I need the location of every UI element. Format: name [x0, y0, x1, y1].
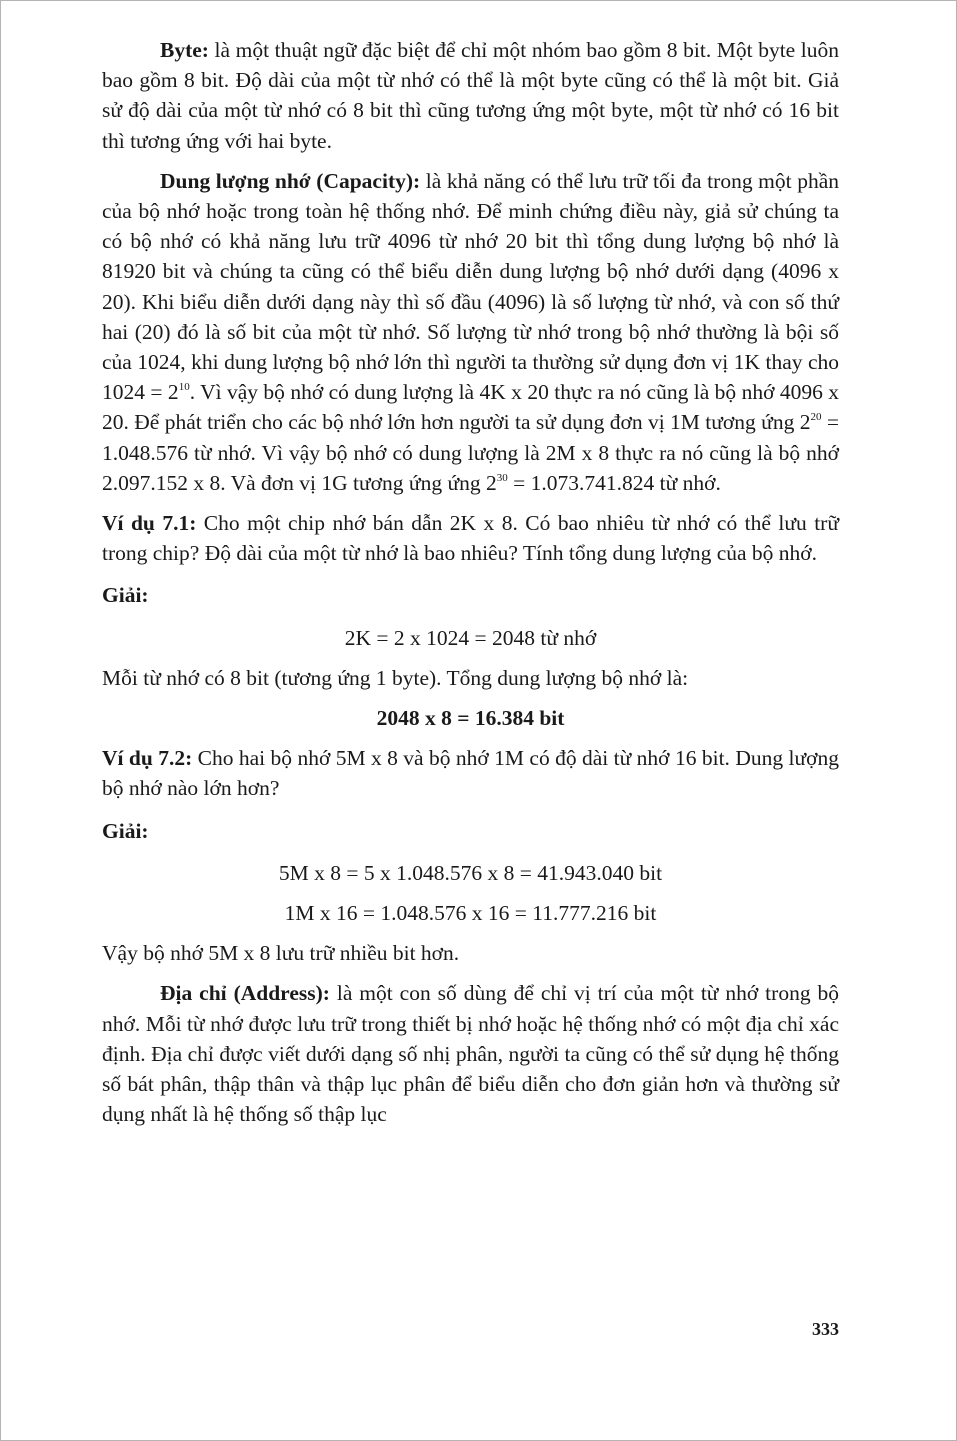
page-number: 333 — [812, 1319, 839, 1339]
solution-label: Giải: — [102, 583, 149, 608]
example-1-result — [102, 703, 839, 733]
capacity-text-1: là khả năng có thể lưu trữ tối đa trong một phần của bộ nhớ hoặc trong toàn hệ thống nhớ. Để minh chứng điều này, giả sử chúng ta có bộ nhớ có khả năng lưu trữ 4096 từ nhớ 20 bit thì tổng dung lượng bộ nhớ là 81920 bit và chúng ta cũng có thể biểu diễn dung lượng bộ nhớ dưới dạng (4096 x 20). Khi biểu diễn dưới dạng này thì số đầu (4096) là số lượng từ nhớ, và con số thứ hai (20) đó là số bit của một từ nhớ. Số lượng từ nhớ trong bộ nhớ thường là bội số của 1024, khi dung lượng bộ nhớ lớn thì người ta thường sử dụng đơn vị 1K thay cho 1024 = 2 — [102, 168, 839, 405]
example-1-explanation: Mỗi từ nhớ có 8 bit (tương ứng 1 byte). Tổng dung lượng bộ nhớ là: — [102, 665, 689, 690]
capacity-text-3: = 1.048.576 từ nhớ. Vì vậy bộ nhớ có dung lượng là 2M x 8 thực ra nó cũng là bộ nhớ 2.097.152 x 8. Và đơn vị 1G tương ứng ứng 2 — [102, 410, 839, 495]
example-2-equation-2: 1M x 16 = 1.048.576 x 16 = 11.777.216 bit — [284, 901, 657, 926]
example-1-result-text: 2048 x 8 = 16.384 bit — [376, 706, 565, 731]
example-2-question — [102, 743, 839, 803]
capacity-text-4: = 1.073.741.824 từ nhớ. — [507, 470, 721, 495]
solution-label: Giải: — [102, 818, 149, 843]
byte-definition: là một thuật ngữ đặc biệt để chỉ một nhóm bao gồm 8 bit. Một byte luôn bao gồm 8 bit. Độ dài của một từ nhớ có thể là một byte cũng có thể là một bit. Giả sử độ dài của một từ nhớ có 8 bit thì cũng tương ứng một byte, một từ nhớ có 16 bit thì tương ứng với hai byte. — [102, 38, 839, 153]
example-1-equation: 2K = 2 x 1024 = 2048 từ nhớ — [344, 625, 597, 650]
address-paragraph — [102, 978, 839, 1129]
example-1-question-text: Cho một chip nhớ bán dẫn 2K x 8. Có bao nhiêu từ nhớ có thể lưu trữ trong chip? Độ dài của một từ nhớ là bao nhiêu? Tính tổng dung lượng của bộ nhớ. — [102, 511, 839, 566]
term-byte: Byte: — [160, 38, 209, 62]
example-1-label: Ví dụ 7.1: — [102, 511, 197, 536]
example-2-solution-label — [102, 816, 839, 846]
example-2-question-text: Cho hai bộ nhớ 5M x 8 và bộ nhớ 1M có độ dài từ nhớ 16 bit. Dung lượng bộ nhớ nào lớn hơn? — [102, 746, 839, 801]
address-definition: là một con số dùng để chỉ vị trí của một từ nhớ trong bộ nhớ. Mỗi từ nhớ được lưu trữ trong thiết bị nhớ hoặc hệ thống nhớ có một địa chỉ xác định. Địa chỉ được viết dưới dạng số nhị phân, người ta cũng có thể sử dụng hệ thống số bát phân, thập thân và thập lục phân để biểu diễn cho đơn giản hơn và thường sử dụng nhất là hệ thống số thập lục — [102, 981, 839, 1127]
capacity-text-2: . Vì vậy bộ nhớ có dung lượng là 4K x 20 thực ra nó cũng là bộ nhớ 4096 x 20. Để phát triển cho các bộ nhớ lớn hơn người ta sử dụng đơn vị 1M tương ứng 2 — [102, 380, 839, 435]
example-1-solution-label — [102, 580, 839, 610]
page-content — [102, 35, 839, 1130]
byte-paragraph — [102, 35, 839, 156]
example-2-conclusion: Vậy bộ nhớ 5M x 8 lưu trữ nhiều bit hơn. — [102, 941, 460, 966]
example-2-label: Ví dụ 7.2: — [102, 746, 193, 771]
term-address: Địa chỉ (Address): — [160, 981, 330, 1006]
example-1-question — [102, 508, 839, 568]
capacity-paragraph — [102, 166, 839, 498]
example-2-equation-1: 5M x 8 = 5 x 1.048.576 x 8 = 41.943.040 bit — [278, 860, 663, 885]
exponent-10: 10 — [178, 381, 190, 394]
exponent-30: 30 — [496, 471, 508, 484]
term-capacity: Dung lượng nhớ (Capacity): — [160, 168, 421, 193]
exponent-20: 20 — [810, 411, 822, 424]
